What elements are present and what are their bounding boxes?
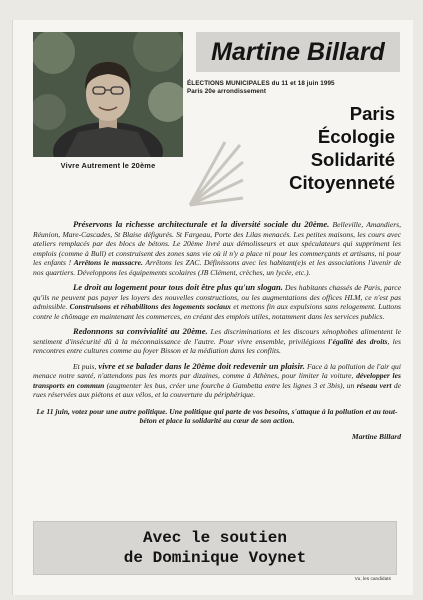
election-info — [187, 80, 407, 96]
paragraph-text: de rues réservées aux piétons et aux vélos, et la couverture du périphérique. — [33, 380, 401, 400]
photo-caption: Vivre Autrement le 20ème — [60, 161, 156, 170]
signature-name: Martine Billard — [351, 431, 401, 441]
closing-text: Le 11 juin, votez pour une autre politique. Une politique qui parte de vos besoins, s'attaque à la pollution et au tout-béton et place la solidarité au cœur de son action. — [36, 406, 398, 426]
paragraph-text: Face à la pollution de l'air qui menace notre santé, n'attendons pas les morts par dizaines, comme à Athènes, pour limiter la voiture, — [33, 361, 401, 381]
paragraph-emphasis: Arrêtons le massacre. — [73, 258, 143, 268]
paragraph-emphasis: Construisons et réhabilitons des logements sociaux — [69, 302, 231, 312]
paragraph-text: (augmenter les bus, créer une fourche à Gambetta entre les lignes 3 et 3bis), un — [106, 380, 355, 390]
paragraph-emphasis: réseau vert — [356, 380, 392, 390]
sun-rays-decoration — [185, 140, 245, 210]
paragraph-text: Et puis, — [73, 361, 97, 371]
paragraph-text: , les rencontres entre cultures comme au foyer Bisson et la médiation dans les conflits. — [33, 336, 402, 356]
slogan-block — [289, 102, 395, 194]
election-district: Paris 20e arrondissement — [187, 88, 267, 95]
election-dates: ÉLECTIONS MUNICIPALES du 11 et 18 juin 1995 — [187, 80, 335, 87]
paragraph-plaisir — [33, 362, 401, 400]
candidate-name-banner: Martine Billard — [196, 32, 400, 72]
candidate-photo — [33, 32, 183, 157]
support-line-2: de Dominique Voynet — [123, 549, 307, 567]
slogan-paris: Paris — [349, 103, 395, 124]
paragraph-lead: Redonnons sa convivialité au 20ème. — [73, 326, 208, 337]
tract-sheet — [12, 20, 413, 595]
paragraph-lead: Le droit au logement pour tous doit être plus qu'un slogan. — [73, 282, 283, 293]
support-line-1: Avec le soutien — [142, 529, 288, 547]
support-banner — [33, 521, 397, 575]
slogan-ecologie: Écologie — [317, 126, 395, 147]
slogan-solidarite: Solidarité — [310, 149, 395, 170]
slogan-citoyennete: Citoyenneté — [289, 172, 395, 193]
paragraph-emphasis: l'égalité des droits — [328, 336, 388, 346]
paragraph-logement — [33, 283, 401, 321]
paragraph-text: Arrêtons les ZAC. Définissons avec les habitant(e)s et les associations l'avenir de nos quartiers. Développons les équipements scolaires (JB Clément, crèches, un lycée, etc.). — [33, 258, 402, 277]
paragraph-lead: vivre et se balader dans le 20ème doit redevenir un plaisir. — [98, 360, 305, 371]
paragraph-text: Belleville, Amandiers, Réunion, Mare-Cascades, St Blaise défigurés. St Fargeau, Porte des Lilas menacés. Les petites maisons, les cours avec ateliers remplacés par des blocs de bétons. Le 20ème livré aux démolisseurs et aux spéculateurs qui suppriment les emplois (comme à Bull) et construisent des zones sans vie où il n'y a place ni pour les commerçants et artisans, ni pour les enfants ! — [33, 220, 401, 268]
footer-note: Vu, les candidats — [354, 577, 391, 582]
signature — [33, 432, 401, 442]
paragraph-emphasis: développer les transports en commun — [33, 371, 401, 390]
tract-body — [33, 220, 401, 447]
paragraph-architecture — [33, 220, 401, 278]
paragraph-lead: Préservons la richesse architecturale et la diversité sociale du 20ème. — [73, 219, 330, 229]
paragraph-convivialite — [33, 327, 401, 356]
paragraph-text: Les discriminations et les discours xénophobes alimentent le sentiment d'insécurité dû à la méconnaissance de l'autre. Pour vivre ensemble, privilégions — [33, 327, 401, 346]
closing-statement — [33, 407, 401, 426]
paragraph-text: et mettons fin aux expulsions sans relogement. Luttons contre le chômage en maintenant les commerces, en créant des emplois utiles, notamment dans les services publics. — [33, 302, 401, 321]
paragraph-text: Des habitants chassés de Paris, parce qu'ils ne peuvent pas payer les loyers des nouvelles constructions, ou les augmentations des offices HLM, ce n'est pas admissible. — [33, 283, 401, 312]
